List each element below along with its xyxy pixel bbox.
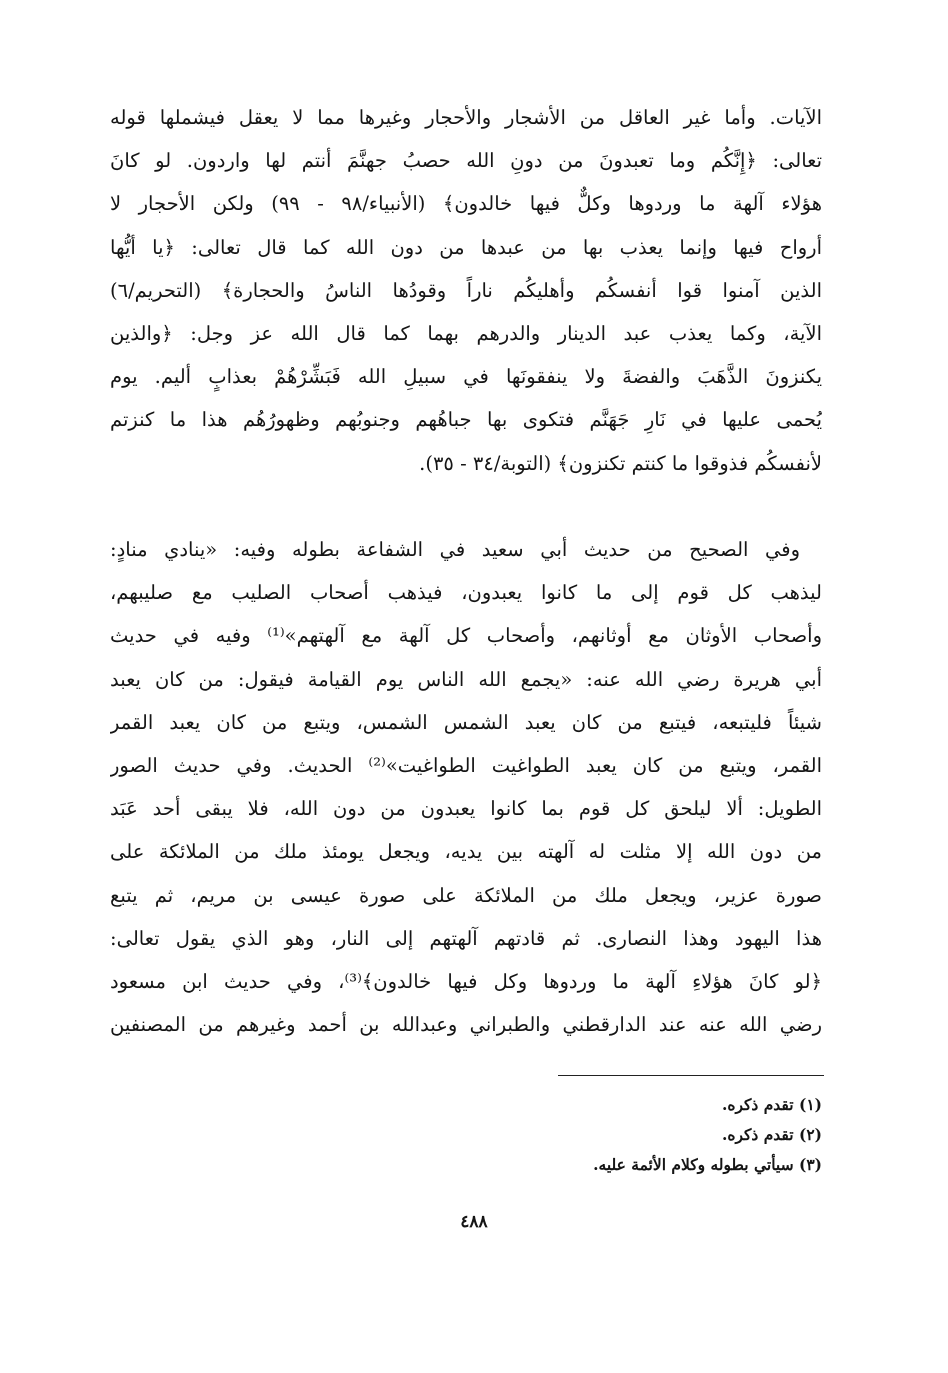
text-line: يكنزونَ الذَّهَبَ والفضةَ ولا ينفقونَها في سبيلِ الله فَبَشِّرْهُمْ بعذابٍ أليم. يوم [110,365,822,389]
text-line: لأنفسكُم فذوقوا ما كنتم تكنزون﴾ (التوبة/٣٤ - ٣٥). [419,451,822,475]
text-line: وأصحاب الأوثان مع أوثانهم، وأصحاب كل آلهة مع آلهتهم»⁽¹⁾ وفيه في حديث [110,624,822,648]
text-line: تعالى: ﴿إِنَّكُم وما تعبدونَ من دونِ الله حصبُ جهنَّمَ أنتم لها واردون. لو كانَ [110,149,822,173]
text-line: الآية، وكما يعذب عبد الدينار والدرهم بهما كما قال الله عز وجل: ﴿والذين [110,321,822,345]
text-line: ليذهب كل قوم إلى ما كانوا يعبدون، فيذهب أصحاب الصليب مع صليبهم، [110,581,822,605]
footnotes [422,1090,822,1180]
text-line: هذا اليهود وهذا النصارى. ثم قادتهم آلهتهم إلى النار، وهو الذي يقول تعالى: [110,926,822,950]
footnote-3: (٣) سيأتي بطوله وكلام الأئمة عليه. [593,1155,822,1174]
text-line: ﴿لو كانَ هؤلاءِ آلهة ما وردوها وكل فيها خالدون﴾⁽³⁾، وفي حديث ابن مسعود [110,969,822,993]
text-line: من دون الله إلا مثلت له آلهته بين يديه، ويجعل يومئذ ملك من الملائكة على [110,840,822,864]
text-line: يُحمى عليها في نَارِ جَهَنَّم فتكوى بها جباهُهم وجنوبُهم وظهورُهُم هذا ما كنزتم [110,408,822,432]
footnote-2: (٢) تقدم ذكره. [721,1125,822,1144]
text-line: القمر، ويتبع من كان يعبد الطواغيت الطواغيت»⁽²⁾ الحديث. وفي حديث الصور [110,753,822,777]
text-line: الآيات. وأما غير العاقل من الأشجار والأحجار وغيرها مما لا يعقل فيشملها قوله [110,106,822,129]
text-line: أبي هريرة رضي الله عنه: «يجمع الله الناس يوم القيامة فيقول: من كان يعبد [110,667,822,691]
text-line: رضي الله عنه عند الدارقطني والطبراني وعبدالله بن أحمد وغيرهم من المصنفين [110,1013,822,1037]
text-line: أرواح فيها وإنما يعذب بها من عبدها من دون الله كما قال تعالى: ﴿يا أيُّها [110,235,822,259]
text-line: الذين آمنوا قوا أنفسكُم وأهليكُم ناراً وقودُها الناسُ والحجارة﴾ (التحريم/٦) [110,278,822,302]
footnote-separator [558,1075,824,1076]
text-line: الطويل: ألا ليلحق كل قوم بما كانوا يعبدون من دون الله، فلا يبقى أحد عَبَد [110,797,822,821]
footnote-1: (١) تقدم ذكره. [721,1095,822,1114]
text-line: هؤلاء آلهة ما وردوها وكلٌّ فيها خالدون﴾ (الأنبياء/٩٨ - ٩٩) ولكن الأحجار لا [110,192,822,216]
page-number: ٤٨٨ [460,1212,488,1232]
text-line: وفي الصحيح من حديث أبي سعيد في الشفاعة بطوله وفيه: «ينادي منادٍ: [110,538,800,561]
paragraph-1 [110,96,822,485]
text-line: صورة عزير، ويجعل ملك من الملائكة على صورة عيسى بن مريم، ثم يتبع [110,883,822,907]
paragraph-2 [110,528,822,1046]
text-line: شيئاً فليتبعه، فيتبع من كان يعبد الشمس الشمس، ويتبع من كان يعبد القمر [110,710,822,734]
